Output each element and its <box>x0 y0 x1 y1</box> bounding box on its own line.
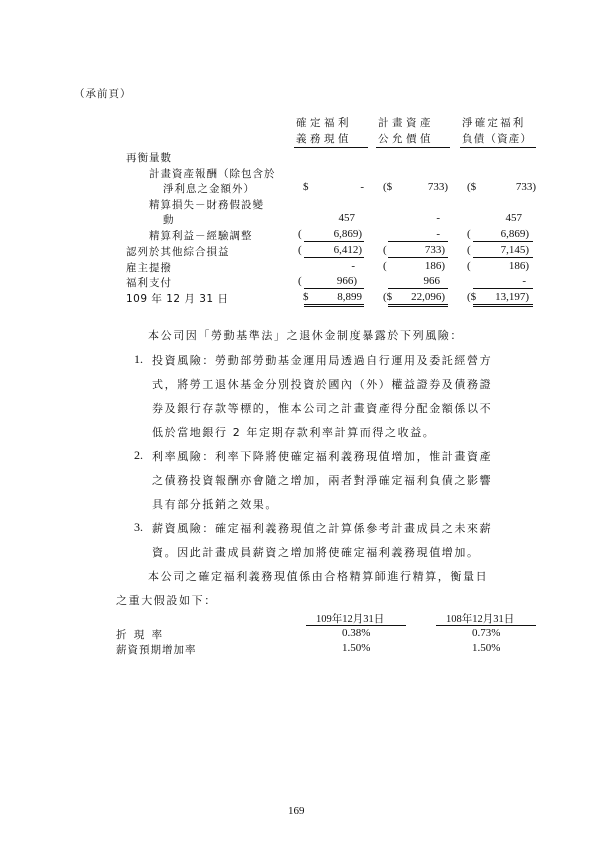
cell-value: 7,145) <box>500 244 529 256</box>
row-label: 動 <box>163 214 175 226</box>
assumption-value-2019: 1.50% <box>472 642 501 654</box>
cell-open: ( <box>383 244 387 256</box>
cell-open: $ <box>303 291 309 303</box>
cell-open: ( <box>298 228 302 240</box>
header-col1-line2: 義務現值 <box>296 133 352 145</box>
list-number: 3. <box>134 520 143 534</box>
cell-open: ( <box>298 275 302 287</box>
header-col2-line1: 計畫資產 <box>378 117 434 129</box>
assumption-value-2020: 1.50% <box>342 642 371 654</box>
cell-value: 6,412) <box>333 244 362 256</box>
cell-value: - <box>436 228 440 240</box>
assumption-value-2020: 0.38% <box>342 627 371 639</box>
list-line: 之債務投資報酬亦會隨之增加，兩者對淨確定福利負債之影響 <box>152 474 493 487</box>
row-label: 精算利益－經驗調整 <box>149 230 253 242</box>
rule-subtotal-col1 <box>304 241 364 242</box>
cell-value: 733) <box>515 181 536 193</box>
rule-total-col2 <box>388 257 448 258</box>
assumption-label-salary-increase: 薪資預期增加率 <box>116 644 197 656</box>
assumption-value-2019: 0.73% <box>472 627 501 639</box>
cell-open: ( <box>298 244 302 256</box>
header-col3-line2: 負債（資產） <box>462 133 533 145</box>
cell-value: 22,096) <box>411 291 445 303</box>
row-label: 雇主提撥 <box>126 262 172 274</box>
cell-value: - <box>522 275 526 287</box>
rule-final-col3 <box>473 288 533 289</box>
list-line: 投資風險：勞動部勞動基金運用局透過自行運用及委託經營方 <box>152 354 493 367</box>
risk-intro-paragraph: 本公司因「勞動基準法」之退休金制度暴露於下列風險： <box>148 329 463 342</box>
row-label: 福利支付 <box>126 277 172 289</box>
assumption-header-rule-2020 <box>306 625 406 626</box>
list-line: 具有部分抵銷之效果。 <box>152 498 278 511</box>
assumption-header-rule-2019 <box>436 625 536 626</box>
list-line: 式，將勞工退休基金分別投資於國內（外）權益證券及債務證 <box>152 378 493 391</box>
list-line: 薪資風險：確定福利義務現值之計算係參考計畫成員之未來薪 <box>152 522 493 535</box>
rule-final-col1 <box>304 288 364 289</box>
page-number: 169 <box>288 805 305 817</box>
cell-value: 733) <box>424 244 445 256</box>
cell-value: 966 <box>423 275 440 287</box>
rule-grand-col2 <box>388 304 448 307</box>
row-label: 109 年 12 月 31 日 <box>126 293 229 305</box>
cell-value: 733) <box>427 181 448 193</box>
actuary-paragraph-line1: 本公司之確定福利義務現值係由合格精算師進行精算，衡量日 <box>148 570 489 583</box>
rule-grand-col3 <box>473 304 533 307</box>
header-col3-rule <box>460 147 536 148</box>
cell-value: 457 <box>505 212 522 224</box>
list-number: 1. <box>134 352 143 366</box>
actuary-paragraph-line2: 之重大假設如下： <box>116 594 217 607</box>
rule-subtotal-col3 <box>473 241 533 242</box>
rule-final-col2 <box>388 288 448 289</box>
cell-value: 186) <box>508 260 529 272</box>
cell-open: $ <box>303 181 309 193</box>
cell-value: 186) <box>424 260 445 272</box>
cell-value: - <box>351 260 355 272</box>
cell-open: ( <box>467 228 471 240</box>
rule-subtotal-col2 <box>388 241 448 242</box>
list-line: 資。因此計畫成員薪資之增加將使確定福利義務現值增加。 <box>152 546 480 559</box>
list-number: 2. <box>134 448 143 462</box>
cell-open: ( <box>467 260 471 272</box>
cell-value: 8,899 <box>337 291 362 303</box>
cell-value: 457 <box>338 212 355 224</box>
cell-value: 13,197) <box>495 291 529 303</box>
cell-value: - <box>436 212 440 224</box>
rule-total-col3 <box>473 257 533 258</box>
cell-open: ($ <box>383 291 393 303</box>
cell-open: ( <box>383 260 387 272</box>
cell-open: ($ <box>467 181 477 193</box>
cell-open: ($ <box>383 181 393 193</box>
rule-total-col1 <box>304 257 364 258</box>
header-col1-line1: 確定福利 <box>296 117 352 129</box>
cell-open: ( <box>467 244 471 256</box>
list-line: 低於當地銀行 2 年定期存款利率計算而得之收益。 <box>152 426 436 439</box>
header-col2-line2: 公允價值 <box>378 133 434 145</box>
row-label: 認列於其他綜合損益 <box>126 246 230 258</box>
header-col2-rule <box>376 147 450 148</box>
cell-value: 966) <box>336 275 357 287</box>
cell-open: ($ <box>467 291 477 303</box>
assumption-header-2019: 108年12月31日 <box>446 614 515 625</box>
header-col1-rule <box>294 147 368 148</box>
row-label: 淨利息之金額外） <box>163 183 255 195</box>
header-col3-line1: 淨確定福利 <box>462 117 526 129</box>
assumption-label-discount-rate: 折 現 率 <box>116 629 165 641</box>
list-line: 利率風險：利率下降將使確定福利義務現值增加，惟計畫資產 <box>152 450 493 463</box>
continued-label: （承前頁） <box>74 88 132 100</box>
list-line: 券及銀行存款等標的，惟本公司之計畫資產得分配金額係以不 <box>152 402 493 415</box>
row-label: 計畫資產報酬（除包含於 <box>149 168 276 180</box>
rule-grand-col1 <box>304 304 364 307</box>
cell-value: 6,869) <box>500 228 529 240</box>
cell-value: - <box>360 181 364 193</box>
row-label: 精算損失－財務假設變 <box>149 199 264 211</box>
assumption-header-2020: 109年12月31日 <box>316 614 385 625</box>
section-label-remeasurement: 再衡量數 <box>126 152 172 164</box>
cell-value: 6,869) <box>333 228 362 240</box>
